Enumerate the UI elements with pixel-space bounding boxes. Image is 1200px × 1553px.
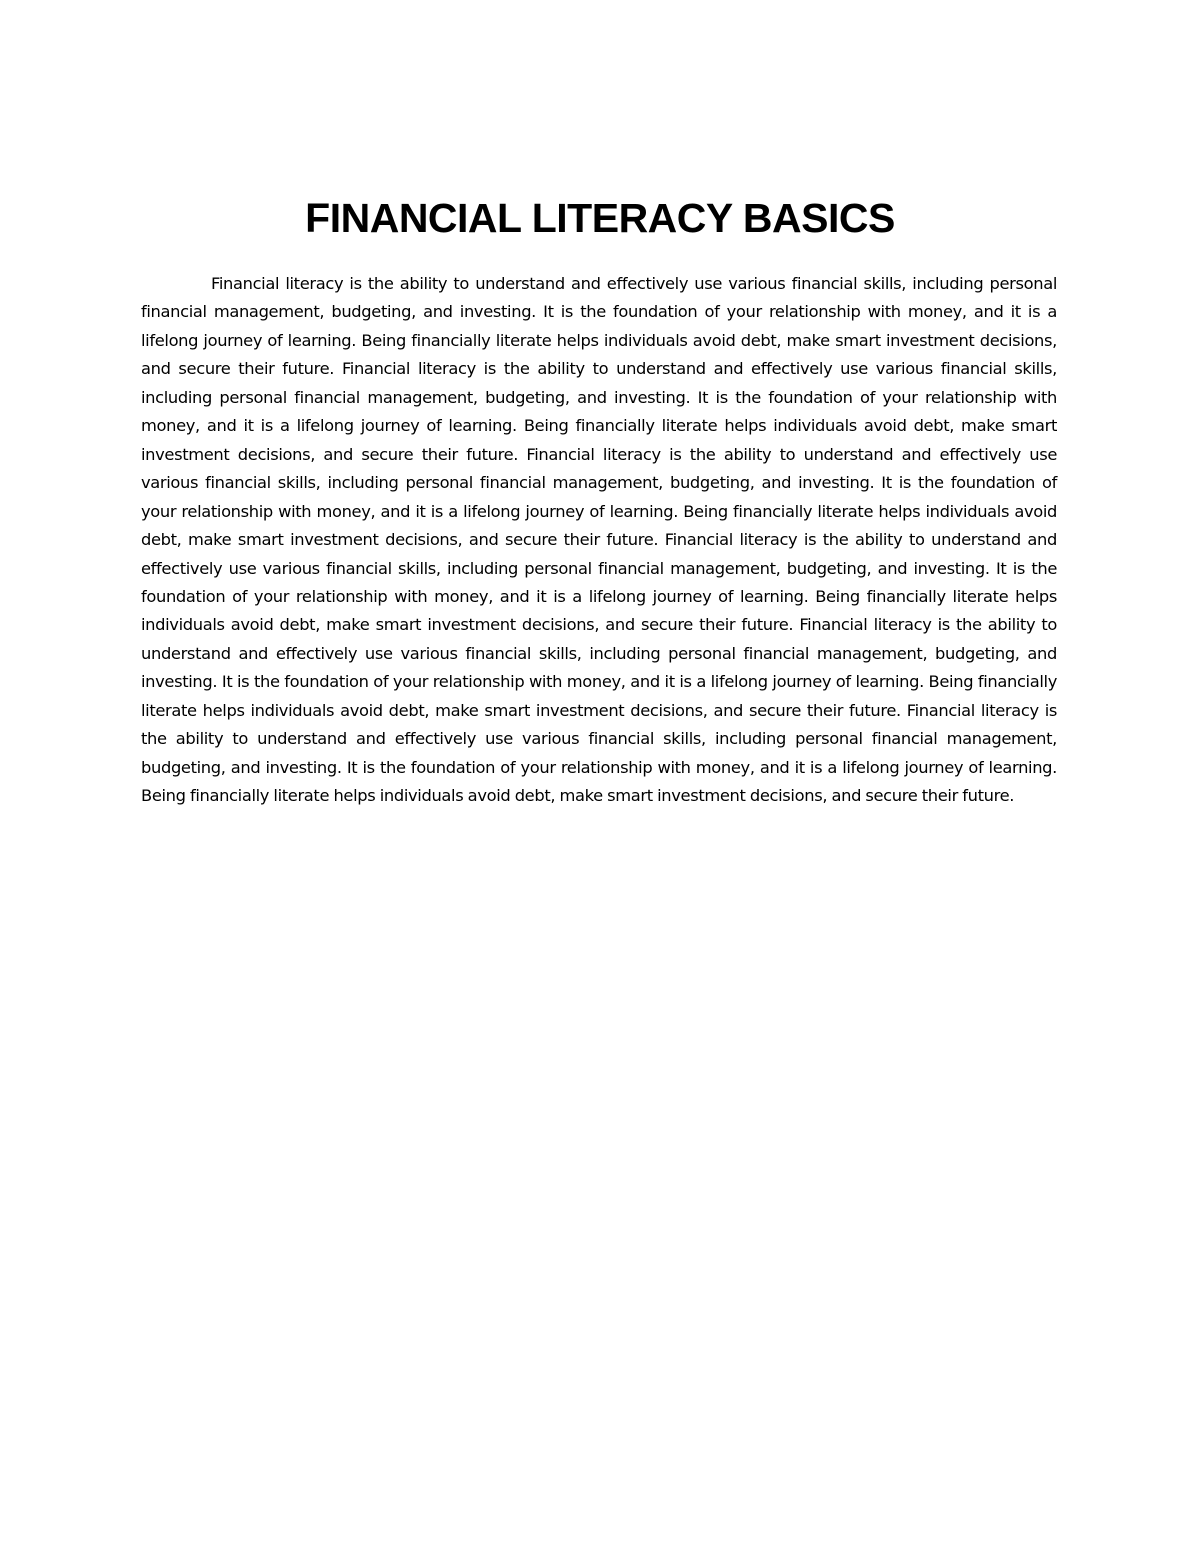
document-title: FINANCIAL LITERACY BASICS [305, 195, 895, 241]
body-paragraph: Financial literacy is the ability to understand and effectively use various financial skills, including personal financial management, budgeting, and investing. It is the foundation of your relationship with money, and it is a lifelong journey of learning. Being financially literate helps individuals avoid debt, make smart investment decisions, and secure their future. Financial literacy is the ability to understand and effectively use various financial skills, including personal financial management, budgeting, and investing. It is the foundation of your relationship with money, and it is a lifelong journey of learning. Being financially literate helps individuals avoid debt, make smart investment decisions, and secure their future. Financial literacy is the ability to understand and effectively use various financial skills, including personal financial management, budgeting, and investing. It is the foundation of your relationship with money, and it is a lifelong journey of learning. Being financially literate helps individuals avoid debt, make smart investment decisions, and secure their future. Financial literacy is the ability to understand and effectively use various financial skills, including personal financial management, budgeting, and investing. It is the foundation of your relationship with money, and it is a lifelong journey of learning. Being financially literate helps individuals avoid debt, make smart investment decisions, and secure their future. Financial literacy is the ability to understand and effectively use various financial skills, including personal financial management, budgeting, and investing. It is the foundation of your relationship with money, and it is a lifelong journey of learning. Being financially literate helps individuals avoid debt, make smart investment decisions, and secure their future. Financial literacy is the ability to understand and effectively use various financial skills, including personal financial management, budgeting, and investing. It is the foundation of your relationship with money, and it is a lifelong journey of learning. Being financially literate helps individuals avoid debt, make smart investment decisions, and secure their future. [141, 274, 1057, 806]
